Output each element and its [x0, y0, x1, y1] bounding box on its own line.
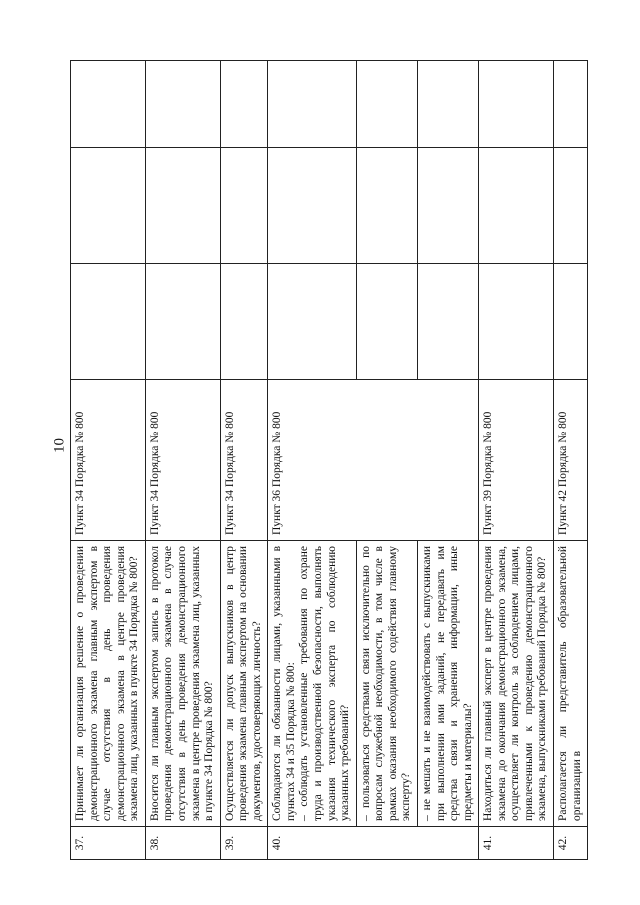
question-cell: – пользоваться средствами связи исключительно по вопросам служебной необходимости, в том числе в рамках оказания необходимого содействия главному эксперту? [356, 541, 417, 827]
answer-cell [554, 148, 588, 264]
row-number: 42. [554, 827, 588, 860]
question-cell: Принимает ли организация решение о проведении демонстрационного экзамена главным экспертом в случае отсутствия в день проведения демонстрационного экзамена в центре проведения экзамена лиц, указанных в пункте 34 Порядка № 800? [71, 541, 146, 827]
reference-cell: Пункт 42 Порядка № 800 [554, 380, 588, 541]
answer-cell [417, 61, 478, 148]
answer-cell [417, 264, 478, 380]
answer-cell [145, 61, 220, 148]
answer-cell [71, 264, 146, 380]
checklist-table [70, 60, 588, 860]
question-cell: Вносится ли главным экспертом запись в протокол проведения демонстрационного экзамена в случае отсутствия в день проведения демонстрационного экзамена в центре проведения экзамена лиц, указанных в пункте 34 Порядка № 800? [145, 541, 220, 827]
reference-cell: Пункт 34 Порядка № 800 [220, 380, 268, 541]
answer-cell [71, 61, 146, 148]
page-number: 10 [51, 438, 68, 453]
table-row [554, 61, 588, 860]
row-number: 39. [220, 827, 268, 860]
checklist-table-rotated [70, 60, 610, 860]
answer-cell [479, 61, 554, 148]
answer-cell [417, 148, 478, 264]
question-cell: Находиться ли главный эксперт в центре проведения экзамена до окончания демонстрационного экзамена, осуществляет ли контроль за соблюдением лицами, привлеченными к проведению демонстрационного экзамена, выпускниками требований Порядка № 800? [479, 541, 554, 827]
row-number: 41. [479, 827, 554, 860]
answer-cell [268, 148, 356, 264]
table-row [71, 61, 146, 860]
reference-cell: Пункт 36 Порядка № 800 [268, 380, 479, 541]
answer-cell [220, 61, 268, 148]
answer-cell [356, 264, 417, 380]
question-cell: – не мешать и не взаимодействовать с выпускниками при выполнении ими заданий, не передавать им средства связи и хранения информации, иные предметы и материалы? [417, 541, 478, 827]
question-cell: Осуществляется ли допуск выпускников в центр проведения экзамена главным экспертом на основании документов, удостоверяющих личность? [220, 541, 268, 827]
table-row [268, 61, 356, 860]
answer-cell [356, 148, 417, 264]
answer-cell [220, 264, 268, 380]
question-cell: Располагается ли представитель образовательной организации в [554, 541, 588, 827]
answer-cell [268, 264, 356, 380]
reference-cell: Пункт 34 Порядка № 800 [71, 380, 146, 541]
table-row [220, 61, 268, 860]
reference-cell: Пункт 34 Порядка № 800 [145, 380, 220, 541]
answer-cell [268, 61, 356, 148]
answer-cell [220, 148, 268, 264]
row-number: 37. [71, 827, 146, 860]
answer-cell [356, 61, 417, 148]
row-number: 38. [145, 827, 220, 860]
answer-cell [145, 148, 220, 264]
rotated-table-area [70, 60, 610, 860]
row-number: 40. [268, 827, 479, 860]
answer-cell [145, 264, 220, 380]
question-intro: Соблюдаются ли обязанности лицами, указанными в пунктах 34 и 35 Порядка № 800: [271, 546, 297, 821]
answer-cell [479, 264, 554, 380]
answer-cell [71, 148, 146, 264]
question-intro-item: – соблюдать установленные требования по охране труда и производственной безопасности, выполнять указания технического эксперта по соблюдению указанных требований? [298, 546, 352, 821]
answer-cell [554, 61, 588, 148]
answer-cell [479, 148, 554, 264]
table-row [479, 61, 554, 860]
table-row [145, 61, 220, 860]
question-cell [268, 541, 356, 827]
answer-cell [554, 264, 588, 380]
reference-cell: Пункт 39 Порядка № 800 [479, 380, 554, 541]
